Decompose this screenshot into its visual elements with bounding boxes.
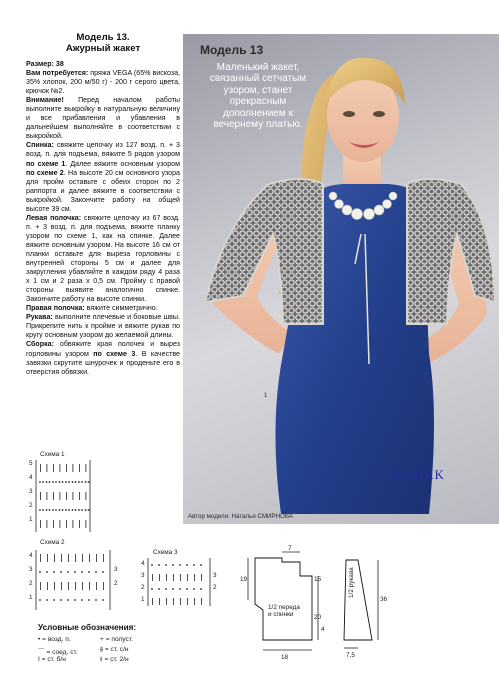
legend-item — [38, 656, 66, 663]
chain-stitch-mark — [186, 564, 188, 566]
scheme-3-row-number: 2 — [141, 584, 145, 591]
stitch-mark — [60, 464, 61, 472]
stitch-mark — [53, 464, 54, 472]
text-run: . Далее вяжите основным узором — [65, 159, 181, 168]
stitch-mark — [68, 582, 69, 590]
stitch-mark — [103, 554, 104, 562]
scheme-2-row-number: 1 — [29, 594, 33, 601]
text-run: вяжите симметрично. — [86, 304, 158, 313]
text-run: свяжите цепочку из 127 возд. п. + 3 возд. п. для подъема, вяжите 5 рядов узором — [26, 141, 180, 159]
stitch-mark — [68, 554, 69, 562]
dim-armhole-height: 15 — [314, 576, 322, 583]
bold-run: Рукава: — [26, 313, 55, 322]
stitch-mark — [187, 598, 188, 605]
sleeve-piece-label: 1/2 рукава — [348, 567, 355, 598]
stitch-mark — [152, 598, 153, 605]
chain-stitch-mark — [59, 509, 61, 511]
chain-stitch-mark — [85, 509, 87, 511]
scheme-1-row-number: 3 — [29, 488, 33, 495]
dim-mid-height: 4 — [321, 626, 325, 633]
stitch-mark — [194, 574, 195, 581]
legend-symbol-icon: + — [100, 636, 106, 643]
scheme-3-row-number: 1 — [141, 596, 145, 603]
legend-text: = возд. п. — [42, 636, 71, 643]
stitch-mark — [75, 582, 76, 590]
chain-stitch-mark — [179, 588, 181, 590]
bold-run: Вам потребуется: — [26, 69, 91, 78]
bold-run: Спинка: — [26, 141, 57, 150]
scheme-2-row-number: 4 — [29, 552, 33, 559]
stitch-mark — [66, 520, 67, 528]
chain-stitch-mark — [55, 481, 57, 483]
chain-stitch-mark — [72, 481, 74, 483]
chain-stitch-mark — [46, 599, 48, 601]
scheme-2-side-number: 2 — [114, 580, 118, 587]
chain-stitch-mark — [39, 571, 41, 573]
chain-stitch-mark — [85, 481, 87, 483]
chain-stitch-mark — [95, 571, 97, 573]
legend-text: = ст. б/н — [41, 656, 66, 663]
scheme-2-row-number: 3 — [29, 566, 33, 573]
chain-stitch-mark — [52, 509, 54, 511]
stitch-mark — [61, 582, 62, 590]
scheme-1-chart — [36, 460, 90, 532]
chain-stitch-mark — [72, 509, 74, 511]
chain-stitch-mark — [81, 481, 83, 483]
chain-stitch-mark — [74, 571, 76, 573]
chain-stitch-mark — [165, 564, 167, 566]
chain-stitch-mark — [95, 599, 97, 601]
legend-text: = ст. с/н — [104, 646, 129, 653]
stitch-mark — [89, 554, 90, 562]
chain-stitch-mark — [46, 481, 48, 483]
legend-symbol-icon: ⫵ — [100, 646, 105, 653]
chain-stitch-mark — [60, 599, 62, 601]
chain-stitch-mark — [179, 564, 181, 566]
legend-item — [38, 636, 71, 643]
dim-side-height: 19 — [240, 576, 248, 583]
stitch-mark — [73, 520, 74, 528]
chain-stitch-mark — [62, 481, 64, 483]
stitch-mark — [89, 582, 90, 590]
scheme-3-row-number: 3 — [141, 572, 145, 579]
text-run: свяжите цепочку из 67 возд. п. + 3 возд. п. для подъема, вяжите планку узором по схеме 1, как на спинке. Далее вяжите основным узором. На высоте 16 см от планки оставьте для выреза горловины с внутренней стороны 5 см и далее для закругления убавляйте в каждом ряду 4 раза х 1 см и 2 раза х 0,5 см. Пройму с правой стороны выявите аналогично спинке. Закончите работу на высоте спинки. — [26, 213, 180, 304]
stitch-mark — [40, 520, 41, 528]
stitch-mark — [86, 520, 87, 528]
stitch-mark — [194, 598, 195, 605]
legend-text: = ст. 2/н — [104, 656, 129, 663]
chain-stitch-mark — [186, 588, 188, 590]
stitch-mark — [54, 582, 55, 590]
scheme-1-row-number: 1 — [29, 516, 33, 523]
chain-stitch-mark — [62, 509, 64, 511]
chain-stitch-mark — [39, 599, 41, 601]
scheme-2-side-number: 3 — [114, 566, 118, 573]
text-run: Перед началом работы выполните выкройку в натуральную величину и все прибавления и убавления в дальнейшем выполняйте в соответствии с выкройкой. — [26, 96, 180, 141]
stitch-mark — [47, 492, 48, 500]
photo-mark: 1 — [264, 393, 268, 399]
stitch-mark — [66, 492, 67, 500]
chain-stitch-mark — [102, 599, 104, 601]
chain-stitch-mark — [200, 588, 202, 590]
scheme-2-row-number: 2 — [29, 580, 33, 587]
legend-item — [100, 636, 133, 643]
article-title: Модель 13. — [76, 32, 130, 43]
chain-stitch-mark — [81, 509, 83, 511]
article-subtitle: Ажурный жакет — [65, 43, 141, 54]
dim-top-width: 7 — [288, 545, 292, 552]
bold-run: по схеме 2 — [26, 168, 64, 177]
text-run: . На высоте 20 см основного узора для пройм оставьте с обеих сторон по 2 раппорта и далее вяжите в соответствии с выкройкой. Закончите работу на общей высоте 39 см. — [26, 168, 181, 213]
legend-symbol-icon: • — [38, 636, 43, 643]
chain-stitch-mark — [78, 509, 80, 511]
photo-caption: Маленький жакет, связанный сетчатым узором, станет прекрасным дополнением к вечернему платью. — [209, 62, 307, 131]
chain-stitch-mark — [151, 588, 153, 590]
chain-stitch-mark — [158, 588, 160, 590]
stitch-mark — [73, 492, 74, 500]
bold-run: Внимание! — [26, 96, 79, 105]
stitch-mark — [96, 554, 97, 562]
bold-run: по схеме 1 — [26, 159, 66, 168]
chain-stitch-mark — [42, 509, 44, 511]
chain-stitch-mark — [42, 481, 44, 483]
stitch-mark — [47, 554, 48, 562]
chain-stitch-mark — [81, 599, 83, 601]
scheme-3-label: Схема 3 — [153, 549, 178, 556]
bold-run: Левая полочка: — [26, 213, 84, 222]
stitch-mark — [53, 492, 54, 500]
legend-symbol-icon: ⫳ — [100, 656, 105, 663]
chain-stitch-mark — [55, 509, 57, 511]
chain-stitch-mark — [75, 481, 77, 483]
stitch-mark — [66, 464, 67, 472]
stitch-mark — [173, 598, 174, 605]
stitch-mark — [201, 574, 202, 581]
chain-stitch-mark — [39, 509, 41, 511]
scheme-1-row-number: 5 — [29, 460, 33, 467]
model-author: Автор модели: Наталья СМИРНОВА — [188, 513, 293, 520]
stitch-mark — [79, 464, 80, 472]
chain-stitch-mark — [67, 571, 69, 573]
chain-stitch-mark — [165, 588, 167, 590]
stitch-mark — [187, 574, 188, 581]
chain-stitch-mark — [59, 481, 61, 483]
chain-stitch-mark — [65, 481, 67, 483]
stitch-mark — [40, 554, 41, 562]
stitch-mark — [73, 464, 74, 472]
chain-stitch-mark — [102, 571, 104, 573]
front-piece-label: 1/2 переда и спинки — [268, 604, 300, 618]
chain-stitch-mark — [74, 599, 76, 601]
scheme-3-row-number: 4 — [141, 560, 145, 567]
scheme-2-label: Схема 2 — [40, 539, 65, 546]
stitch-mark — [53, 520, 54, 528]
chain-stitch-mark — [53, 571, 55, 573]
stitch-mark — [40, 582, 41, 590]
chain-stitch-mark — [46, 509, 48, 511]
chain-stitch-mark — [81, 571, 83, 573]
legend-title: Условные обозначения: — [38, 623, 137, 632]
scheme-3-side-number: 2 — [213, 584, 217, 591]
stitch-mark — [180, 598, 181, 605]
text-run: пряжа VEGA (65% вискоза, 35% хлопок, 200 м/50 г) - 200 г серого цвета, крючок №2. — [26, 69, 180, 96]
chain-stitch-mark — [172, 588, 174, 590]
stitch-mark — [180, 574, 181, 581]
stitch-mark — [60, 492, 61, 500]
chain-stitch-mark — [88, 481, 90, 483]
bold-run: по схеме 3 — [93, 349, 136, 358]
chain-stitch-mark — [67, 599, 69, 601]
stitch-mark — [96, 582, 97, 590]
stitch-mark — [54, 554, 55, 562]
chain-stitch-mark — [193, 564, 195, 566]
legend-item — [100, 656, 129, 664]
stitch-mark — [166, 598, 167, 605]
stitch-mark — [201, 598, 202, 605]
stitch-mark — [60, 520, 61, 528]
stitch-mark — [166, 574, 167, 581]
stitch-mark — [47, 520, 48, 528]
stitch-mark — [82, 554, 83, 562]
brand-label: RIMIRK — [392, 467, 445, 482]
stitch-mark — [47, 582, 48, 590]
stitch-mark — [79, 492, 80, 500]
photo-title: Модель 13 — [200, 43, 264, 57]
stitch-mark — [159, 574, 160, 581]
legend-symbol-icon: I — [38, 656, 42, 663]
bold-run: Сборка: — [26, 340, 60, 349]
stitch-mark — [173, 574, 174, 581]
chain-stitch-mark — [78, 481, 80, 483]
stitch-mark — [159, 598, 160, 605]
legend-text: = соед. ст. — [46, 649, 78, 656]
chain-stitch-mark — [60, 571, 62, 573]
scheme-3-side-number: 3 — [213, 572, 217, 579]
chain-stitch-mark — [158, 564, 160, 566]
chain-stitch-mark — [200, 564, 202, 566]
stitch-mark — [152, 574, 153, 581]
bold-run: Правая полочка: — [26, 304, 87, 313]
stitch-mark — [40, 464, 41, 472]
dim-sleeve-height: 36 — [380, 596, 388, 603]
chain-stitch-mark — [88, 571, 90, 573]
text-run: . В качестве завязки скрутите шнурочек и проденьте его в отверстия обвязки. — [26, 349, 181, 376]
stitch-mark — [40, 492, 41, 500]
legend-text: = полуст. — [105, 636, 133, 643]
chain-stitch-mark — [68, 481, 70, 483]
chain-stitch-mark — [53, 599, 55, 601]
chain-stitch-mark — [68, 509, 70, 511]
chain-stitch-mark — [172, 564, 174, 566]
bold-run: Размер: 38 — [26, 60, 64, 68]
scheme-1-label: Схема 1 — [40, 451, 65, 458]
stitch-mark — [86, 464, 87, 472]
scheme-1-row-number: 2 — [29, 502, 33, 509]
scheme-1-row-number: 4 — [29, 474, 33, 481]
chain-stitch-mark — [151, 564, 153, 566]
legend-item — [100, 646, 129, 654]
chain-stitch-mark — [52, 481, 54, 483]
stitch-mark — [82, 582, 83, 590]
stitch-mark — [61, 554, 62, 562]
stitch-mark — [75, 554, 76, 562]
chain-stitch-mark — [49, 509, 51, 511]
chain-stitch-mark — [88, 509, 90, 511]
text-run: выполните плечевые и боковые швы. Прикрепите нить к пройме и вяжите рукав по кругу основным узором до желаемой длины. — [26, 313, 180, 340]
dim-bottom-width: 18 — [281, 654, 289, 661]
legend-symbol-icon: ⌒ — [38, 649, 47, 656]
chain-stitch-mark — [46, 571, 48, 573]
chain-stitch-mark — [39, 481, 41, 483]
text-run: обвяжите края полочек и вырез горловины узором — [26, 340, 181, 358]
chain-stitch-mark — [75, 509, 77, 511]
dim-sleeve-bottom: 7,5 — [346, 652, 355, 659]
dim-lower-height: 20 — [314, 614, 322, 621]
chain-stitch-mark — [65, 509, 67, 511]
stitch-mark — [47, 464, 48, 472]
chain-stitch-mark — [88, 599, 90, 601]
chain-stitch-mark — [49, 481, 51, 483]
stitch-mark — [79, 520, 80, 528]
stitch-mark — [103, 582, 104, 590]
legend-item — [38, 646, 78, 656]
chain-stitch-mark — [193, 588, 195, 590]
stitch-mark — [86, 492, 87, 500]
